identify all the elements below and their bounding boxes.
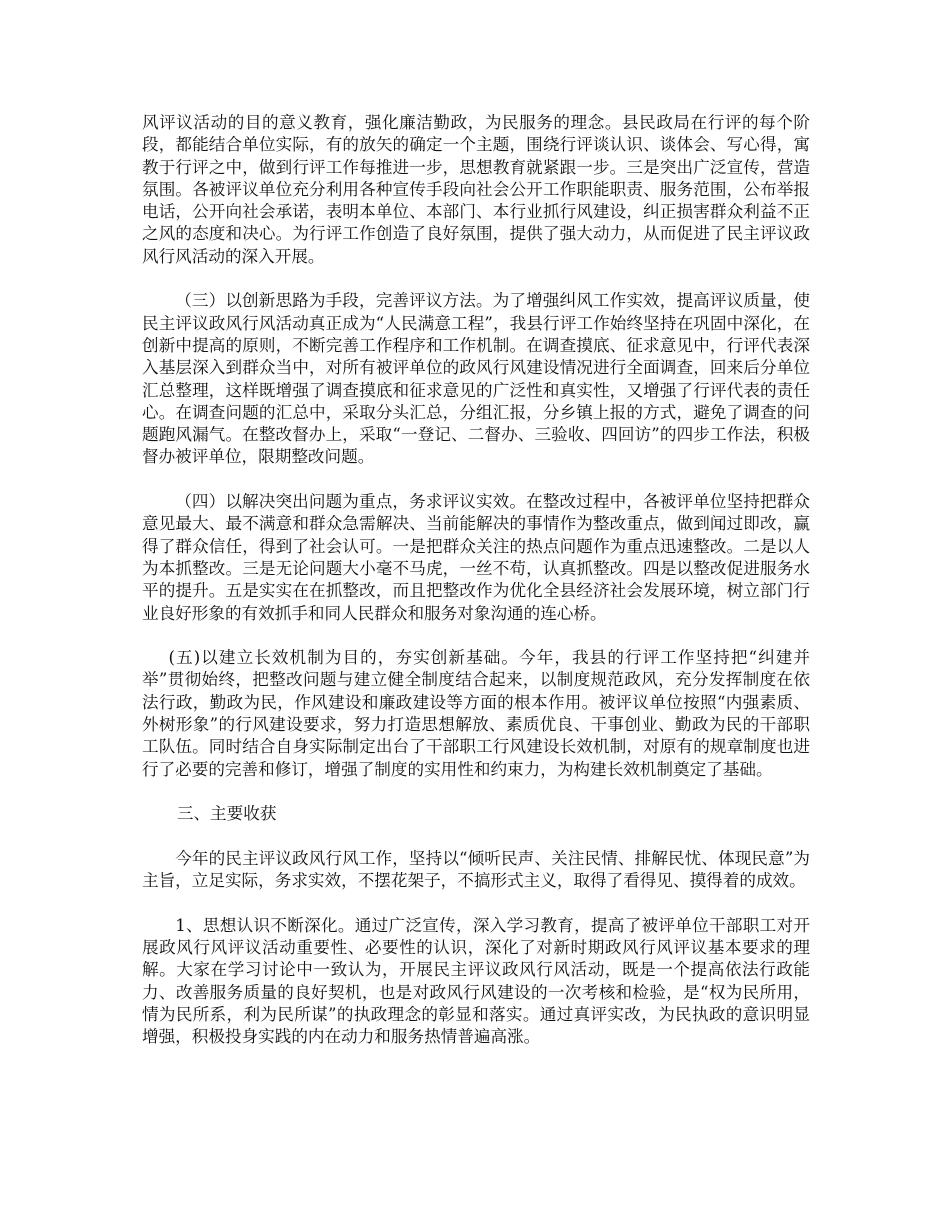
paragraph-section-4-problems: （四）以解决突出问题为重点，务求评议实效。在整改过程中，各被评单位坚持把群众意见最大、最不满意和群众急需解决、当前能解决的事情作为整改重点，做到闻过即改，赢得了群众信任，得到了社会认可。一是把群众关注的热点问题作为重点迅速整改。二是以人为本抓整改。三是无论问题大小毫不马虎，一丝不苟，认真抓整改。四是以整改促进服务水平的提升。五是实实在在抓整改，而且把整改作为优化全县经济社会发展环境，树立部门行业良好形象的有效抓手和同人民群众和服务对象沟通的连心桥。 <box>142 492 810 623</box>
paragraph-section-3-innovation: （三）以创新思路为手段，完善评议方法。为了增强纠风工作实效，提高评议质量，使民主评议政风行风活动真正成为“人民满意工程”，我县行评工作始终坚持在巩固中深化，在创新中提高的原则，不断完善工作程序和工作机制。在调查摸底、征求意见中，行评代表深入基层深入到群众当中，对所有被评单位的政风行风建设情况进行全面调查，回来后分单位汇总整理，这样既增强了调查摸底和征求意见的广泛性和真实性，又增强了行评代表的责任心。在调查问题的汇总中，采取分头汇总，分组汇报，分乡镇上报的方式，避免了调查的问题跑风漏气。在整改督办上，采取“一登记、二督办、三验收、四回访”的四步工作法，积极督办被评单位，限期整改问题。 <box>142 291 810 467</box>
section-heading-main-gains: 三、主要收获 <box>176 804 277 824</box>
paragraph-gain-1-awareness: 1、思想认识不断深化。通过广泛宣传，深入学习教育，提高了被评单位干部职工对开展政风行风评议活动重要性、必要性的认识，深化了对新时期政风行风评议基本要求的理解。大家在学习讨论中一致认为，开展民主评议政风行风活动，既是一个提高依法行政能力、改善服务质量的良好契机，也是对政风行风建设的一次考核和检验，是“权为民所用，情为民所系，利为民所谋”的执政理念的彰显和落实。通过真评实改，为民执政的意识明显增强，积极投身实践的内在动力和服务热情普遍高涨。 <box>142 915 810 1047</box>
paragraph-section-5-mechanism: (五)以建立长效机制为目的，夯实创新基础。今年，我县的行评工作坚持把“纠建并举”贯彻始终，把整改问题与建立健全制度结合起来，以制度规范政风，充分发挥制度在依法行政，勤政为民，作风建设和廉政建设等方面的根本作用。被评议单位按照“内强素质、外树形象”的行风建设要求，努力打造思想解放、素质优良、干事创业、勤政为民的干部职工队伍。同时结合自身实际制定出台了干部职工行风建设长效机制，对原有的规章制度也进行了必要的完善和修订，增强了制度的实用性和约束力，为构建长效机制奠定了基础。 <box>142 648 810 779</box>
paragraph-continued-publicity: 风评议活动的目的意义教育，强化廉洁勤政，为民服务的理念。县民政局在行评的每个阶段，都能结合单位实际，有的放矢的确定一个主题，围绕行评谈认识、谈体会、写心得，寓教于行评之中，做到行评工作每推进一步，思想教育就紧跟一步。三是突出广泛宣传，营造氛围。各被评议单位充分利用各种宣传手段向社会公开工作职能职责、服务范围，公布举报电话，公开向社会承诺，表明本单位、本部门、本行业抓行风建设，纠正损害群众利益不正之风的态度和决心。为行评工作创造了良好氛围，提供了强大动力，从而促进了民主评议政风行风活动的深入开展。 <box>142 113 810 266</box>
paragraph-gains-summary: 今年的民主评议政风行风工作，坚持以“倾听民声、关注民情、排解民忧、体现民意”为主旨，立足实际，务求实效，不摆花架子，不搞形式主义，取得了看得见、摸得着的成效。 <box>142 848 810 891</box>
